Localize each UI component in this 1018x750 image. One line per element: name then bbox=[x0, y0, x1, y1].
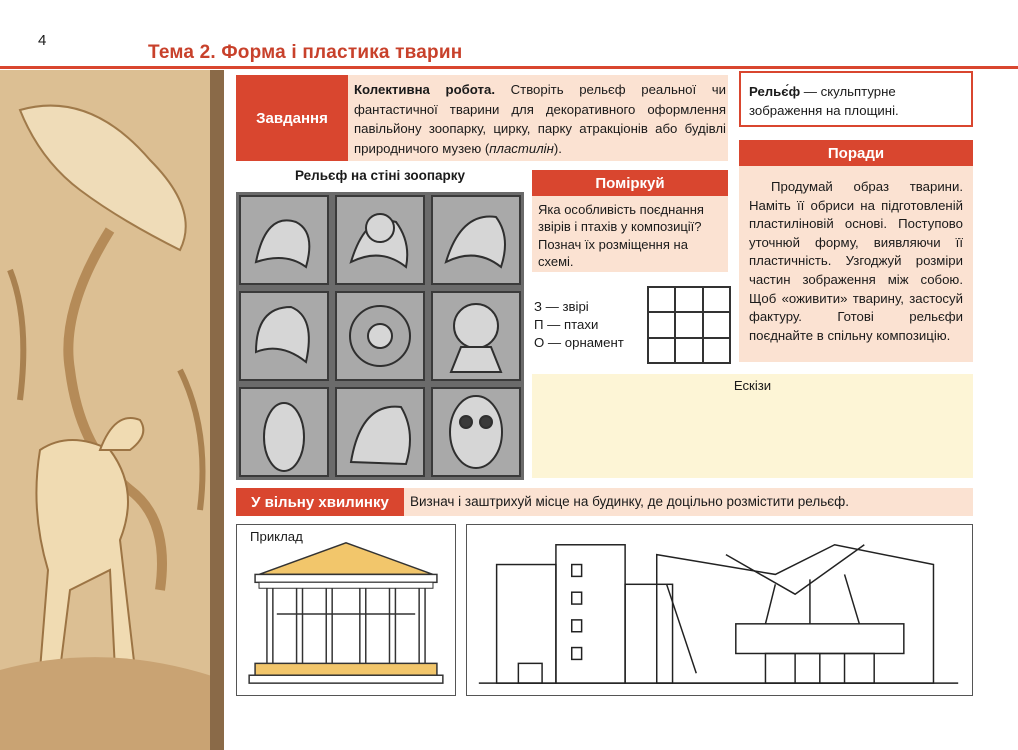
grid-cell[interactable] bbox=[675, 338, 702, 363]
legend-birds: П — птахи bbox=[534, 317, 599, 332]
grid-cell[interactable] bbox=[703, 287, 730, 312]
relief-tiles-photo bbox=[236, 192, 524, 480]
definition-text: — скульптурне зображення на площині. bbox=[749, 84, 899, 118]
think-heading: Поміркуй bbox=[532, 170, 728, 196]
tips-text: Продумай образ тварини. Наміть її обриси на підготовленій пластиліновій основі. Поступово уточнюй форму, виявляючи її пластичність. Узгоджуй розміри частин зображення між собою. Щоб «оживити» тварину, застосуй фактуру. Готові рельєфи поєднайте в спільну композицію. bbox=[739, 166, 973, 362]
grid-cell[interactable] bbox=[675, 287, 702, 312]
grid-cell[interactable] bbox=[675, 312, 702, 337]
task-material: пластилін bbox=[489, 140, 554, 156]
task-label: Завдання bbox=[236, 75, 348, 161]
free-time-text: Визнач і заштрихуй місце на будинку, де доцільно розмістити рельєф. bbox=[410, 494, 850, 509]
buildings-frame[interactable] bbox=[466, 524, 973, 696]
relief-caption: Рельєф на стіні зоопарку bbox=[294, 168, 466, 183]
grid-cell[interactable] bbox=[648, 312, 675, 337]
tips-heading: Поради bbox=[739, 140, 973, 166]
page-number: 4 bbox=[38, 32, 47, 49]
example-label: Приклад bbox=[250, 529, 303, 544]
legend-animals: З — звірі bbox=[534, 299, 589, 314]
definition-box bbox=[739, 71, 973, 127]
sketch-label: Ескізи bbox=[733, 378, 772, 393]
scheme-grid[interactable] bbox=[647, 286, 731, 364]
task-bold-lead: Колективна робота. bbox=[354, 82, 495, 97]
task-end: ). bbox=[553, 140, 562, 156]
legend-ornament: О — орнамент bbox=[534, 335, 624, 350]
free-time-label: У вільну хвилинку bbox=[236, 488, 404, 516]
example-frame bbox=[236, 524, 456, 696]
legend bbox=[534, 298, 624, 352]
title-rule bbox=[0, 66, 1018, 69]
grid-cell[interactable] bbox=[648, 287, 675, 312]
carved-relief-photo bbox=[0, 70, 224, 750]
task-body: Створіть рельєф реальної чи фантастичної тварини для декоративного оформлення павільйону зоопарку, цирку, парку атракціонів або будівлі природничого музею ( bbox=[354, 82, 726, 156]
buildings-sketch bbox=[467, 525, 972, 695]
page-title: Тема 2. Форма і пластика тварин bbox=[148, 42, 463, 63]
temple-sketch bbox=[237, 525, 455, 695]
task-text bbox=[354, 80, 726, 158]
grid-cell[interactable] bbox=[703, 312, 730, 337]
definition-term: Рельє́ф bbox=[749, 84, 801, 99]
grid-cell[interactable] bbox=[648, 338, 675, 363]
grid-cell[interactable] bbox=[703, 338, 730, 363]
think-text: Яка особливість поєднання звірів і птахів у композиції? Познач їх розміщення на схемі. bbox=[532, 196, 728, 272]
